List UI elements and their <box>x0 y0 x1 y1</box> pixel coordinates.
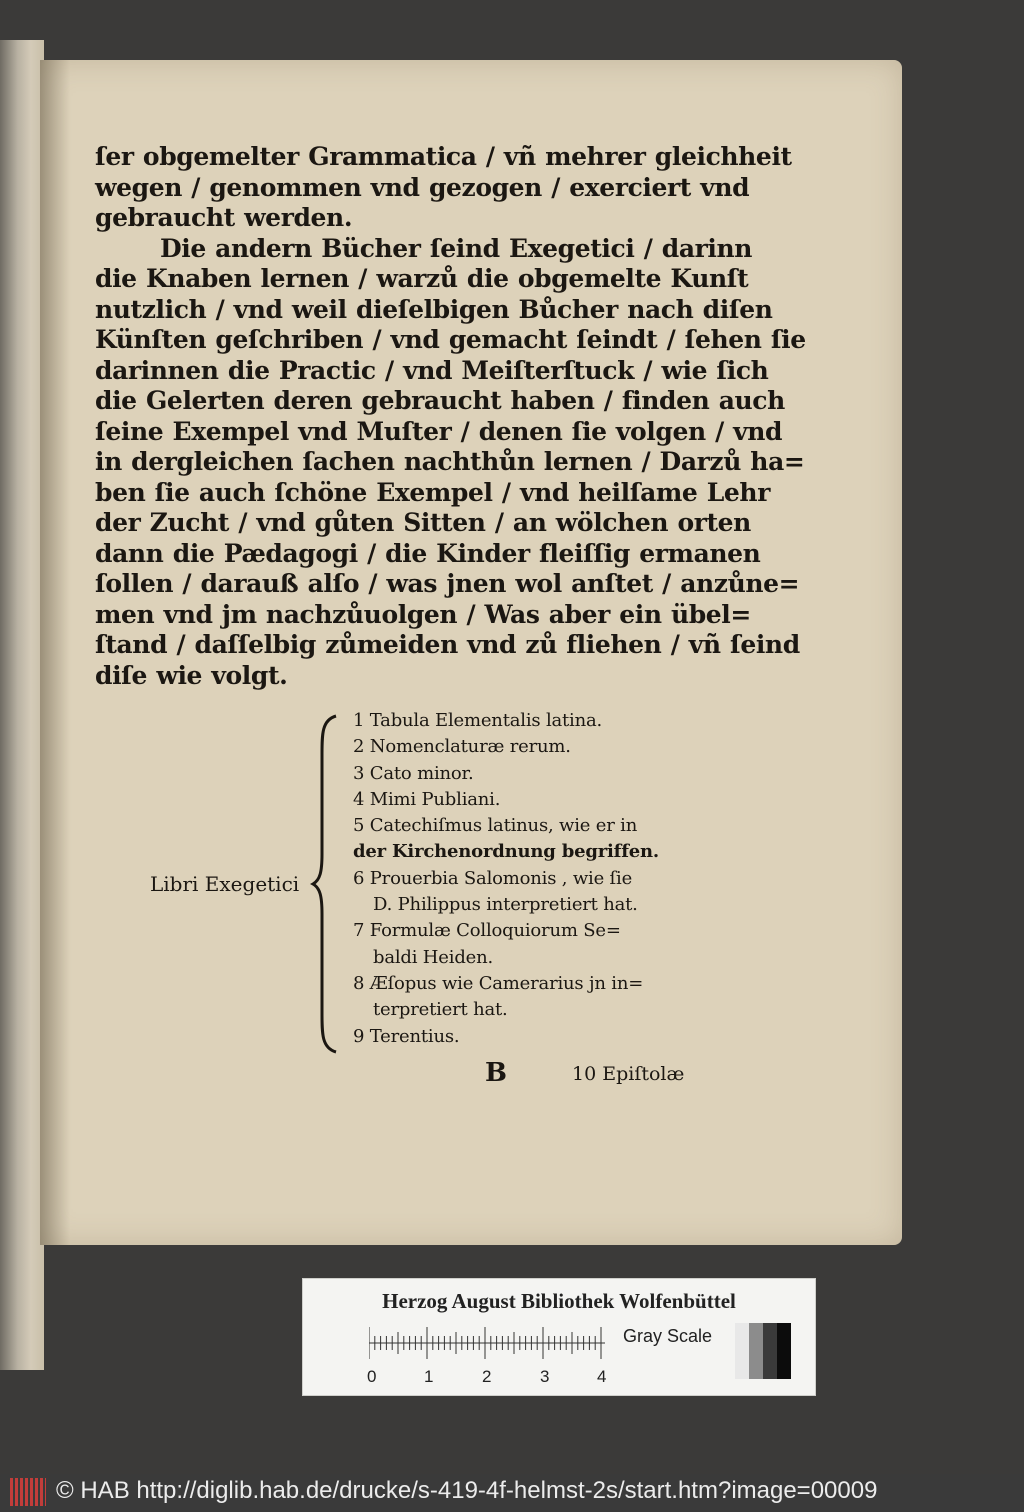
body-text <box>95 142 806 691</box>
gray-scale-chips <box>735 1323 791 1379</box>
catalog-item: 4 Mimi Publiani. <box>353 788 501 810</box>
body-line: der Zucht / vnd gůten Sitten / an wölchen orten <box>95 508 751 537</box>
body-line: in dergleichen ſachen nachthůn lernen / Darzů ha= <box>95 447 805 476</box>
body-line: gebraucht werden. <box>95 203 353 232</box>
catchword: 10 Epiſtolæ <box>572 1063 685 1085</box>
ruler-tick-label: 0 <box>367 1367 377 1386</box>
body-line: ben ſie auch ſchöne Exempel / vnd heilſame Lehr <box>95 477 770 507</box>
body-line: ſer obgemelter Grammatica / vñ mehrer gleichheit <box>95 142 792 171</box>
ruler-tick-label: 3 <box>540 1367 550 1386</box>
catalog-list <box>353 708 659 1050</box>
catalog-label: Libri Exegetici <box>150 872 300 896</box>
ruler-tick-label: 2 <box>482 1367 492 1386</box>
gray-chip <box>763 1323 777 1379</box>
body-line: die Gelerten deren gebraucht haben / finden auch <box>95 386 785 415</box>
ruler-icon <box>369 1325 609 1361</box>
catalog-item: terpretiert hat. <box>373 999 508 1021</box>
body-line: diſe wie volgt. <box>95 660 288 690</box>
gray-chip <box>749 1323 763 1379</box>
body-line: ſollen / darauß alſo / was jnen wol anſtet / anzůne= <box>95 569 800 598</box>
facing-page-edge <box>0 40 44 1370</box>
catalog-item: baldi Heiden. <box>373 946 494 968</box>
body-line: darinnen die Practic / vnd Meiſterſtuck / wie ſich <box>95 355 769 385</box>
library-title: Herzog August Bibliothek Wolfenbüttel <box>382 1289 736 1313</box>
hab-logo-icon <box>10 1478 46 1506</box>
ruler-tick-label: 4 <box>597 1367 607 1386</box>
catalog-item: 8 Æſopus wie Camerarius jn in= <box>353 972 644 994</box>
gray-scale-label: Gray Scale <box>623 1326 713 1346</box>
body-line: ſeine Exempel vnd Muſter / denen ſie volgen / vnd <box>95 416 783 446</box>
footer-link[interactable]: © HAB http://diglib.hab.de/drucke/s-419-4f-helmst-2s/start.htm?image=00009 <box>56 1477 878 1504</box>
catalog-item: 5 Catechiſmus latinus, wie er in <box>353 815 638 837</box>
gray-chip <box>735 1323 749 1379</box>
catalog-item: 9 Terentius. <box>353 1025 460 1047</box>
gray-chip <box>777 1323 791 1379</box>
footer-bar <box>0 1474 1024 1512</box>
catalog-item: 2 Nomenclaturæ rerum. <box>353 736 571 758</box>
gutter-shadow <box>40 60 70 1245</box>
body-line: men vnd jm nachzůuolgen / Was aber ein übel= <box>95 599 751 629</box>
body-line: die Knaben lernen / warzů die obgemelte Kunſt <box>95 264 749 293</box>
catalog-item: 1 Tabula Elementalis latina. <box>353 710 603 731</box>
signature-mark: B <box>485 1058 507 1088</box>
color-scale-card <box>302 1278 816 1396</box>
catalog-item: 7 Formulæ Colloquiorum Se= <box>353 920 621 942</box>
catalog-item: der Kirchenordnung begriffen. <box>353 841 659 863</box>
catalog-item: 6 Prouerbia Salomonis , wie ſie <box>353 867 633 889</box>
catalog-item: 3 Cato minor. <box>353 762 474 784</box>
ruler-tick-label: 1 <box>424 1367 434 1386</box>
body-line: dann die Pædagogi / die Kinder fleiſſig ermanen <box>95 538 761 568</box>
body-line: Künſten geſchriben / vnd gemacht ſeindt / ſehen ſie <box>95 325 806 354</box>
book-catalog <box>150 708 710 1058</box>
body-line: Die andern Bücher ſeind Exegetici / darinn <box>160 233 753 263</box>
catalog-item: D. Philippus interpretiert hat. <box>373 894 638 916</box>
body-line: ſtand / daſſelbig zůmeiden vnd zů fliehen / vñ ſeind <box>95 630 800 659</box>
body-line: nutzlich / vnd weil dieſelbigen Bůcher nach diſen <box>95 294 773 324</box>
curly-brace-icon <box>310 714 340 1054</box>
body-line: wegen / genommen vnd gezogen / exerciert vnd <box>95 172 750 202</box>
